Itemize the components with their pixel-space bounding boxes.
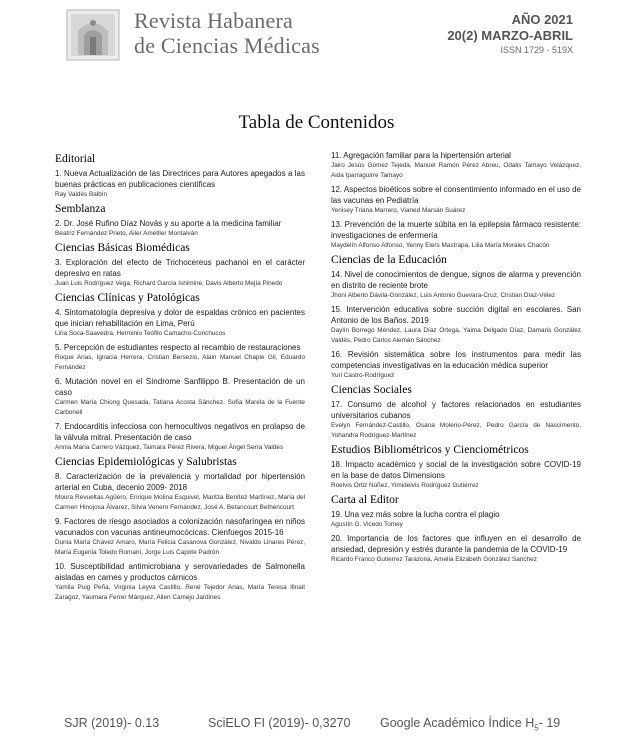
google-index-sub: 5 (534, 723, 539, 733)
toc-entry (55, 471, 305, 513)
article-authors: Jhoni Alberto Dávila-González, Luis Antonio Guevara-Cruz, Cristian Díaz-Vélez (331, 292, 556, 299)
section-heading: Ciencias de la Educación (331, 254, 447, 266)
toc-entry (55, 421, 305, 453)
section-heading: Semblanza (55, 203, 106, 215)
toc-entry (331, 304, 581, 346)
toc-entry (55, 168, 305, 200)
article-authors: Evelyn Fernández-Castillo, Osana Molerio-Pérez, Pedro García de Nascimento, Yohandra Rodríguez-Martínez (331, 422, 581, 439)
journal-name-line2: de Ciencias Médicas (134, 33, 320, 58)
article-authors: Ray Valdés Balbín (55, 191, 108, 198)
article-authors: Jairo Jesús Gómez Tejeda, Manuel Ramón Pérez Abreu, Odalis Tamayo Velázquez, Aida Iparraguirre Tamayo (331, 162, 581, 179)
toc-entry (331, 269, 581, 301)
article-title-link[interactable]: 6. Mutación novel en el Síndrome Sanfilippo B. Presentación de un caso (55, 377, 305, 397)
scielo-index: SciELO FI (2019)- 0,3270 (208, 716, 351, 730)
article-authors: Juan Luis Rodríguez Vega, Richard García Ishimine, Davis Alberto Mejía Pinedo (55, 280, 283, 287)
toc-entry (331, 184, 581, 216)
sjr-index: SJR (2019)- 0.13 (64, 716, 160, 730)
toc-entry (55, 342, 305, 373)
article-authors: Daylín Borrego Méndez, Laura Díaz Ortega, Yaima Delgado Díaz, Damaris González Valdés, Pedro Carlos Alemán Sánchez (331, 327, 581, 344)
toc-column-right (331, 150, 581, 568)
google-index-prefix: Google Académico Índice H (380, 716, 535, 730)
article-title-link[interactable]: 7. Endocarditis infecciosa con hemocultivos negativos en prolapso de la válvula mitral. Presentación de caso (55, 422, 305, 442)
toc-column-left (55, 150, 305, 606)
article-title-link[interactable]: 5. Percepción de estudiantes respecto al recambio de restauraciones (55, 343, 301, 352)
toc-entry (55, 218, 305, 239)
page-title: Tabla de Contenidos (238, 112, 395, 133)
article-authors: Roelvis Ortiz Núñez, Yimideivis Rodríguez Gutiérrez (331, 482, 479, 489)
article-title-link[interactable]: 15. Intervención educativa sobre succión digital en escolares. San Antonio de los Baños. 2019 (331, 305, 581, 325)
article-authors: Maydelín Alfonso Alfonso, Yenny Elers Mastrapa, Lilia María Morales Chacón (331, 242, 550, 249)
article-authors: Roque Arias, Ignacia Herrera, Cristian Bersezio, Alain Manuel Chaple Gil, Eduardo Fernández (55, 354, 305, 371)
issue-number: 20(2) MARZO-ABRIL (447, 28, 573, 43)
article-authors: Yenisey Triana Marrero, Vianed Marsán Suárez (331, 207, 466, 214)
toc-entry (331, 349, 581, 381)
section-heading: Carta al Editor (331, 494, 399, 506)
article-title-link[interactable]: 1. Nueva Actualización de las Directrices para Autores apegados a las buenas prácticas en publicaciones científicas (55, 169, 305, 189)
toc-entry (331, 509, 581, 530)
journal-name (134, 8, 320, 58)
article-title-link[interactable]: 17. Consumo de alcohol y factores relacionados en estudiantes universitarios cubanos (331, 400, 581, 420)
google-index (380, 716, 560, 733)
toc-entry (331, 399, 581, 441)
article-title-link[interactable]: 8. Caracterización de la prevalencia y mortalidad por hipertensión arterial en Cuba, decenio 2009- 2018 (55, 472, 305, 492)
article-title-link[interactable]: 20. Importancia de los factores que influyen en el desarrollo de ansiedad, depresión y estrés durante la pandemia de la COVID-19 (331, 534, 581, 554)
article-authors: Dunia María Chávez Amaro, María Felicia Casanova González, Nivaldo Linares Pérez, María Eugenia Toledo Romaní, Jorge Luis Capote Padrón (55, 539, 305, 556)
article-title-link[interactable]: 2. Dr. José Rufino Díaz Novás y su aporte a la medicina familiar (55, 219, 282, 228)
journal-logo-icon (66, 9, 120, 61)
article-title-link[interactable]: 19. Una vez más sobre la lucha contra el plagio (331, 510, 500, 519)
article-title-link[interactable]: 12. Aspectos bioéticos sobre el consentimiento informado en el uso de las vacunas en Pediatría (331, 185, 581, 205)
toc-entry (55, 307, 305, 339)
toc-entry (55, 561, 305, 603)
article-title-link[interactable]: 4. Sintomatología depresiva y dolor de espaldas crónico en pacientes que inician rehabilitación en Lima, Perú (55, 308, 305, 328)
toc-entry (331, 533, 581, 565)
section-heading: Ciencias Sociales (331, 384, 412, 396)
article-authors: Yamila Puig Peña, Virginia Leyva Castillo, René Tejedor Arias, María Teresa Illnait Zaragoz, Yaumara Ferrer Márquez, Ailen Camejo Jardines (55, 584, 305, 601)
article-title-link[interactable]: 11. Agregación familiar para la hipertensión arterial (331, 151, 511, 160)
issn: ISSN 1729 - 519X (500, 45, 573, 55)
page-header (0, 0, 633, 70)
section-heading: Ciencias Clínicas y Patológicas (55, 292, 200, 304)
article-title-link[interactable]: 14. Nivel de conocimientos de dengue, signos de alarma y prevención en distrito de reciente brote (331, 270, 581, 290)
toc-entry (331, 150, 581, 181)
article-authors: Ricardo Franco Gutierrez Tarazona, Amelia Elizabeth González Sanchez (331, 556, 537, 563)
section-heading: Estudios Bibliométricos y Cienciométricos (331, 444, 529, 456)
article-authors: Agustín G. Vicedo Tomey (331, 521, 403, 528)
toc-entry (55, 376, 305, 418)
article-title-link[interactable]: 9. Factores de riesgo asociados a colonización nasofaríngea en niños vacunados con vacunas antineumocócicas. Cienfuegos 2015-16 (55, 517, 305, 537)
journal-name-line1: Revista Habanera (134, 8, 293, 33)
toc-entry (331, 459, 581, 491)
article-title-link[interactable]: 16. Revisión sistemática sobre los instrumentos para medir las competencias investigativas en la educación médica superior (331, 350, 581, 370)
toc-entry (55, 516, 305, 558)
page-footer (0, 712, 633, 736)
article-authors: Yuri Castro-Rodríguez (331, 372, 395, 379)
google-index-suffix: - 19 (538, 716, 561, 730)
section-heading: Ciencias Básicas Biomédicas (55, 242, 190, 254)
issue-info (447, 12, 573, 56)
article-authors: Moura Revueltas Agüero, Enrique Molina Esquivel, Maritza Benítez Martínez, María del Carmen Hinojosa Álvarez, Silvia Venero Fernández, José A. Betancourt Bethencourt (55, 494, 305, 511)
article-title-link[interactable]: 13. Prevención de la muerte súbita en la epilepsia fármaco resistente: investigaciones de enfermería (331, 220, 581, 240)
toc-entry (55, 257, 305, 289)
article-authors: Carmen María Chiong Quesada, Tatiana Acosta Sánchez, Sofía Marela de la Fuente Carbonell (55, 399, 305, 416)
issue-year: AÑO 2021 (511, 12, 573, 27)
article-authors: Beatriz Fernández Prieto, Ailer Ametller Montalván (55, 230, 198, 237)
article-authors: Annia María Carrero Vázquez, Taimara Pérez Rivera, Miguel Ángel Serra Valdes (55, 444, 284, 451)
section-heading: Editorial (55, 153, 96, 165)
toc-entry (331, 219, 581, 251)
section-heading: Ciencias Epidemiológicas y Salubristas (55, 456, 237, 468)
article-title-link[interactable]: 10. Susceptibilidad antimicrobiana y serovariedades de Salmonella aisladas en carnes y productos cárnicos (55, 562, 305, 582)
article-title-link[interactable]: 18. Impacto académico y social de la investigación sobre COVID-19 en la base de datos Dimensions (331, 460, 581, 480)
article-authors: Liria Soca-Saavedra, Herminio Teófilo Camacho-Conchucos (55, 330, 226, 337)
article-title-link[interactable]: 3. Exploración del efecto de Trichocereus pachanoi en el carácter depresivo en ratas (55, 258, 305, 278)
